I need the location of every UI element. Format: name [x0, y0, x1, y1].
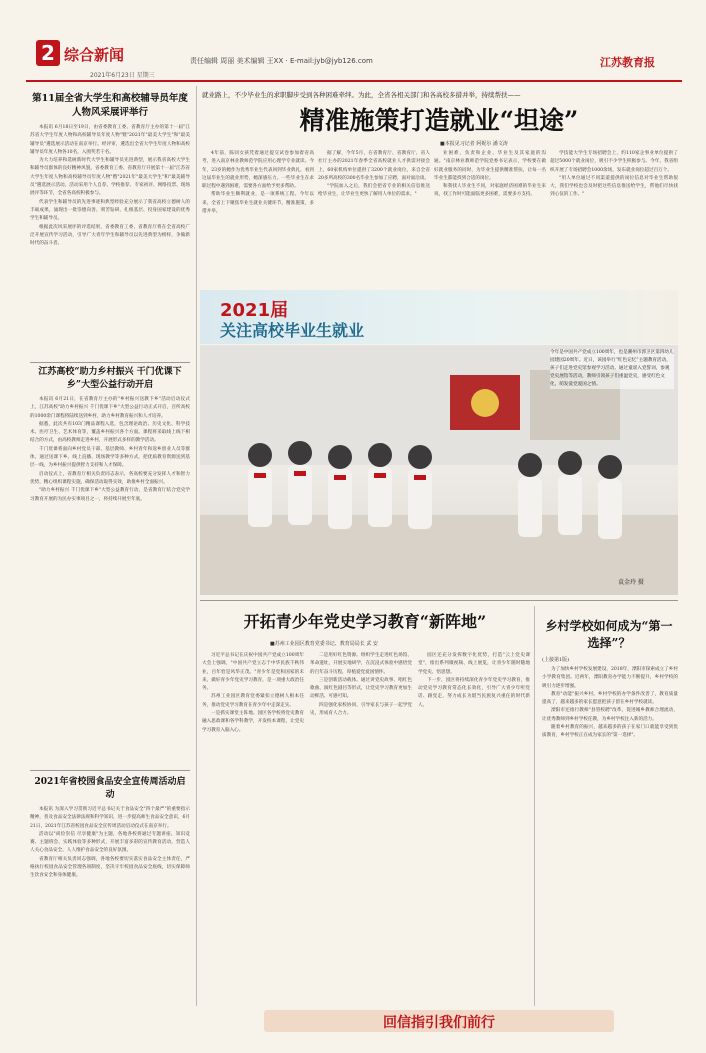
main-body-col-1: 4年前，陈同女孩凭着通过提交试卷参加着省高考，进入南京林业教师范学院应用心理学专业就读。今年，23岁的她作为优秀毕业生代表回到毕业典礼，看到这届毕业生的就业形势，她深感压力。一些毕业生在求职过程中遇到困难，需要各方面给予更多帮助。 帮助毕业生顺利就业，是一项系统工程。今年以来，全省上下聚焦毕业生就业关键环节，精准施策，多措并举。 [202, 151, 314, 215]
middle-body-col-3: 园区还充分发挥数字化优势，打造"云上党史课堂"，推出系列微视频、线上展览，让青少年随时随地学党史、悟思想。 下一步，园区将持续深化青少年党史学习教育，推动党史学习教育常态化长效化，引导广大青少年听党话、跟党走，努力成长为堪当民族复兴重任的时代新人。 [418, 653, 530, 708]
left-article-1-body: 本报讯 6月18日至19日，由省委教育工委、省教育厅主办的第十一届"江苏省大学生年度人物和高校辅导员年度人物"暨"2021年"最美大学生"和"最美辅导员"遴选展示活动在南京举行。经评审，遴选出全省大学生年度人物和高校辅导员年度人物各10名，入围奖若干名。 为大力培养和选树新时代大学生和辅导员先进典型，展示我省高校大学生和辅导员群体的良好精神风貌，省委教育工委、省教育厅开展第十一届"江苏省大学生年度人物和高校辅导员年度人物"暨"2021年"最美大学生"和"最美辅导员"遴选展示活动。活动采用个人自荐、学校推荐、专家初评、网络投票、现场展评等环节，全省各高校积极参与。 代表学生和辅导员的先进事迹和典型经验充分展示了我省高校立德树人的丰硕成果，涌现出一批崇德向善、刻苦钻研、扎根基层、投身国家建设的优秀学生和辅导员。 根据此次风采展评的评选结果，省委教育工委、省教育厅将在全省高校广泛开展宣传学习活动，引导广大青年学生和辅导员以先进典型为榜样，争做新时代的奋斗者。 [30, 125, 190, 247]
column-divider [196, 86, 197, 1006]
bottom-banner [264, 1010, 614, 1032]
paper-logo: 江苏教育报 [600, 56, 655, 69]
divider [200, 600, 678, 601]
banner-year: 2021届 [220, 300, 289, 321]
left-article-1-title: 第11届全省大学生和高校辅导员年度人物风采展评举行 [32, 93, 188, 118]
middle-body-col-2: 二是用好红色资源。组织学生走进红色场馆、革命遗址，开展实地研学，在沉浸式体验中感悟党的百年奋斗历程，厚植爱党爱国情怀。 三是创新活动载体。通过讲党史故事、唱红色歌曲、演红色剧目等形式，让党史学习教育更加生动鲜活、可感可知。 四是强化家校协同，引导家长与孩子一起学党史，形成育人合力。 [310, 653, 412, 717]
main-body-col-2: 据了解，今年5月，在省教育厅、省教育厅、省人社厅主办的2021年春季全省高校就业人才供需对接会上，60家机构单位提供了3200个就业岗位，来自全省20多所高校的300名毕业生参加了应聘，面对面洽谈。 "学院加入之后，我们会把省专业的相关信息推送给毕业生，让毕业生更快了解用人单位的需求。" [318, 151, 430, 198]
middle-body-col-1: 习近平总书记在庆祝中国共产党成立100周年大会上强调，"中国共产党立志于中华民族千秋伟业，百年恰是风华正茂。"青少年是党和国家的未来，做好青少年党史学习教育，是一项重大政治任务。 苏州工业园区教育党委紧扣立德树人根本任务，推动党史学习教育在青少年中走深走实。 一是抓实课堂主阵地。园区各学校将党史教育融入思政课和各学科教学，开发校本课程，让党史学习教育入脑入心。 [202, 653, 304, 733]
left-article-3-body: 本报讯 为深入学习贯彻习近平总书记关于食品安全"四个最严"的重要指示精神，普及食品安全法律法规和科学知识，进一步提高师生食品安全意识，6月21日，2021年江苏省校园食品安全宣传周活动启动仪式在南京举行。 活动以"尚俭崇信 尽享健康"为主题，各地各校将通过专题讲座、知识竞赛、主题班会、实践体验等多种形式，开展丰富多彩的宣传教育活动，营造人人关心食品安全、人人维护食品安全的良好氛围。 省教育厅相关负责同志强调，各地各校要切实落实食品安全主体责任，严格执行校园食品安全管理各项制度，坚决守牢校园食品安全底线，切实保障师生饮食安全和身体健康。 [30, 807, 190, 879]
section-title: 综合新闻 [64, 46, 125, 64]
main-body-col-3: 业困难，负责和企业、毕业生及其家庭的沟通。"南京林业教师范学院党委书记表示，学校要在做好就业服务的同时，为毕业生提供精准帮扶，让每一名毕业生都能找到合适的岗位。 和我找人毕业生不同，对家庭经济困难的毕业生来说，找工作时可能面临更多困难，需要多方支持。 [434, 151, 546, 198]
divider [30, 362, 190, 363]
page-header [0, 0, 706, 78]
middle-article-byline: ■苏州工业园区教育党委书记、教育局局长 武 安 [270, 641, 378, 647]
main-body-col-4: 学技能大学生专场招聘会上，约110家企事业单位提供了超过5000个就业岗位，吸引不少学生积极参与。今年，我省组织开展了专场招聘会1000余场，发布就业岗位超过百万个。 "用人单位通过不同渠道提供的岗位信息对毕业生帮助很大，我们学校也会及时把这些信息推送给学生，帮他们尽快找到心仪的工作。" [550, 151, 678, 198]
bottom-banner-text: 回信指引我们前行 [383, 1015, 495, 1031]
left-article-2-title: 江苏高校“助力乡村振兴 干门优课下乡”大型公益行动开启 [38, 367, 182, 390]
left-article-2-body: 本报讯 6月21日，在省教育厅主办的"乡村振兴送教下乡"活动启动仪式上，江苏高校"助力乡村振兴 千门优课下乡"大型公益行动正式开启，百所高校的1000余门课程将陆续送到乡村，助力乡村教育振兴和人才培养。 据悉，此次共有103门精品课程入选，包含理论政治、历史文化、科学技术、医疗卫生、艺术体育等，覆盖乡村振兴各个方面。课程将采取线上线下相结合的方式，由高校教师走进乡村，开展形式多样的教学活动。 千门优课将面向乡村党员干部、基层教师、乡村青年和返乡创业人员等群体，通过送课下乡、线上直播、现场教学等多种方式，把优质教育资源送到基层一线，为乡村振兴提供智力支持和人才保障。 启动仪式上，省教育厅相关负责同志表示，各高校要充分发挥人才和智力优势，精心组织课程实施，确保活动取得实效，助推乡村全面振兴。 "助力乡村振兴 千门优课下乡"大型公益教育行动，是省教育厅结合党史学习教育开展的为民办实事项目之一，将持续开展至年底。 [30, 397, 190, 502]
right-article-byline: (上接第1版) [542, 657, 570, 663]
topic-banner [200, 290, 678, 344]
left-article-3-title: 2021年省校园食品安全宣传周活动启动 [34, 777, 186, 800]
lead-intro: 就业路上，不少毕业生的求职脚步受到各种困难牵绊。为此，全省各相关部门和各高校多措并举，持续帮扶—— [202, 91, 521, 99]
divider [30, 770, 190, 771]
main-title: 精准施策打造就业“坦途” [299, 106, 579, 135]
masthead-info: 责任编辑 周丽 美术编辑 王XX · E-mail:jyb@jyb126.com [190, 57, 373, 65]
header-rule [26, 80, 682, 82]
column-divider [534, 606, 535, 1006]
photo-caption: 今年是中国共产党成立100周年，也是潮州市郭卫区第四幼儿园建园20周年。近日，该园举行“红色记忆”主题教育活动，孩子们走进党史馆参观学习活动。通过童谣入党誓词，参观党史展馆等活动，教师引领孩子们重温党史，感受红色文化，萌发爱党爱国之情。 [550, 350, 674, 387]
main-byline: ■本报见习记者 阿妮尔 潘文涛 [440, 141, 508, 147]
news-photo [200, 345, 678, 595]
middle-article-title: 开拓青少年党史学习教育“新阵地” [243, 612, 487, 631]
banner-text: 关注高校毕业生就业 [220, 321, 365, 340]
page-number: 2 [36, 40, 60, 66]
right-article-title: 乡村学校如何成为“第一选择”？ [545, 619, 673, 650]
date-line: 2021年6月23日 星期三 [90, 72, 155, 79]
photo-credit: 袁金玲 摄 [618, 579, 644, 586]
right-article-body: 为了加快乡村学校发展建设，2018年，溧阳市探索成立了乡村小学教育集团。近两年，溧阳教育办学能力不断提升，乡村学校的吸引力逐步增强。 教育"动能"振兴乡村。乡村学校的办学条件改善了，教育质量提高了，越来越多的家长愿意把孩子留在乡村学校就读。 溧阳市还推行教师"县管校聘"改革，促进城乡教师合理流动，让优秀教师到乡村学校任教，为乡村学校注入新的活力。 随着乡村教育的振兴，越来越多的孩子在家门口就能享受到优质教育，乡村学校正在成为家长的"第一选择"。 [542, 667, 678, 739]
